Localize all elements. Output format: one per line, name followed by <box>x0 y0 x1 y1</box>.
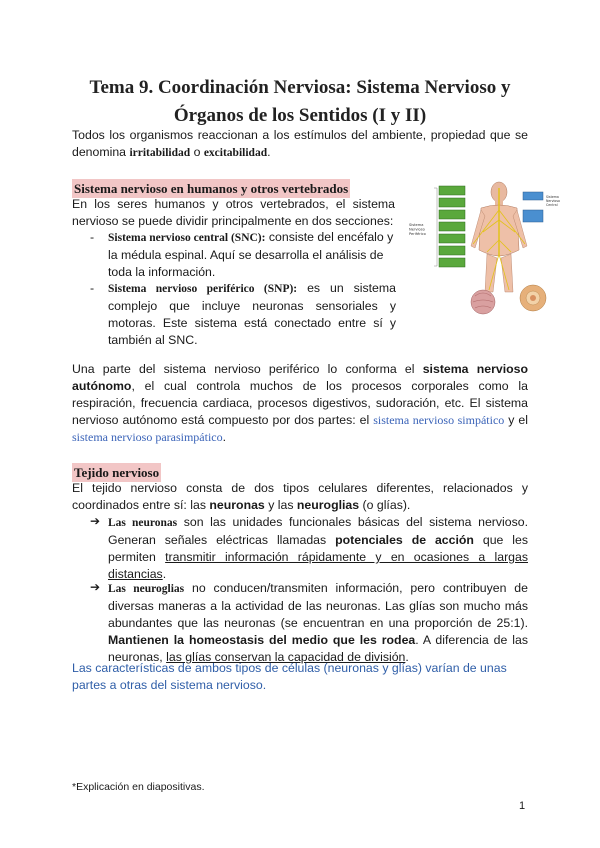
figure-box <box>439 186 465 195</box>
bullet-snp: Sistema nervioso periférico (SNP): es un sistema complejo que incluye neuronas sensoriales y motoras. Este sistema está conectado entre sí y también al SNC. <box>108 281 396 347</box>
term-parasimpatico: sistema nervioso parasimpático <box>72 430 223 444</box>
intro-paragraph: Todos los organismos reaccionan a los estímulos del ambiente, propiedad que se denomina irritabilidad o excitabilidad. <box>72 128 528 159</box>
figure-box <box>439 222 465 231</box>
section1-paragraph: En los seres humanos y otros vertebrados, el sistema nervioso se puede dividir principalmente en dos secciones: <box>72 197 395 228</box>
figure-box-brain <box>523 192 543 200</box>
term-simpatico: sistema nervioso simpático <box>373 413 505 427</box>
term-irritabilidad: irritabilidad <box>129 147 191 159</box>
arrow-bullet-icon: ➔ <box>90 514 101 528</box>
figure-box <box>439 210 465 219</box>
nervous-system-figure <box>407 180 560 320</box>
caracteristicas-paragraph: Las características de ambos tipos de células (neuronas y glías) varían de unas partes a otras del sistema nervioso. <box>72 661 507 692</box>
section-heading-tejido-nervioso: Tejido nervioso <box>74 465 160 480</box>
body-silhouette <box>471 182 527 292</box>
term-sistema-nervioso-autonomo: sistema nervioso autónomo <box>72 362 528 393</box>
term-excitabilidad: excitabilidad <box>203 147 268 159</box>
figure-green-boxes <box>439 186 465 267</box>
figure-box <box>439 258 465 267</box>
figure-box-spinal <box>523 210 543 222</box>
item-neuronas: Las neuronas son las unidades funcionales básicas del sistema nervioso. Generan señales eléctricas llamadas potenciales de acción que les permiten transmitir información rápidamente y en ocasiones a largas distancias. <box>108 515 529 581</box>
figure-box <box>439 198 465 207</box>
figure-right-label: Sistema Nervioso Central <box>546 195 560 207</box>
figure-left-label: Sistema Nervioso Periférico <box>409 223 426 236</box>
bullet-dash: - <box>90 281 95 295</box>
section-heading-sistema-nervioso: Sistema nervioso en humanos y otros vertebrados <box>74 181 349 196</box>
footnote: *Explicación en diapositivas. <box>72 781 205 793</box>
title-line-1: Tema 9. Coordinación Nerviosa: Sistema Nervioso y <box>89 77 511 98</box>
tejido-paragraph: El tejido nervioso consta de dos tipos celulares diferentes, relacionados y coordinados entre sí: las neuronas y las neuroglias (o glías). <box>72 481 528 512</box>
item-neuroglias: Las neuroglias no conducen/transmiten información, pero contribuyen de diversas maneras a la actividad de las neuronas. Las glías son mucho más abundantes que las neuronas (se encuentran en una proporción de 25:1). Mantienen la homeostasis del medio que les rodea. A diferencia de las neuronas, las glías conservan la capacidad de división. <box>108 581 528 664</box>
figure-box <box>439 234 465 243</box>
nervous-system-illustration <box>407 180 560 320</box>
title-line-2: Órganos de los Sentidos (I y II) <box>173 105 427 126</box>
bullet-snc: Sistema nervioso central (SNC): consiste del encéfalo y la médula espinal. Aquí se desarrolla el análisis de toda la información. <box>108 230 394 279</box>
page-number: 1 <box>519 800 526 812</box>
autonomo-paragraph: Una parte del sistema nervioso periférico lo conforma el sistema nervioso autónomo, el cual controla muchos de los procesos corporales como la respiración, frecuencia cardiaca, procesos digestivos, sudoración, etc. El sistema nervioso autónomo está compuesto por dos partes: el sistema nervioso simpático y el sistema nervioso parasimpático. <box>72 362 528 444</box>
figure-box <box>439 246 465 255</box>
bullet-dash: - <box>90 230 95 244</box>
page-title <box>70 74 530 130</box>
skin-detail <box>471 290 495 314</box>
arrow-bullet-icon: ➔ <box>90 580 101 594</box>
